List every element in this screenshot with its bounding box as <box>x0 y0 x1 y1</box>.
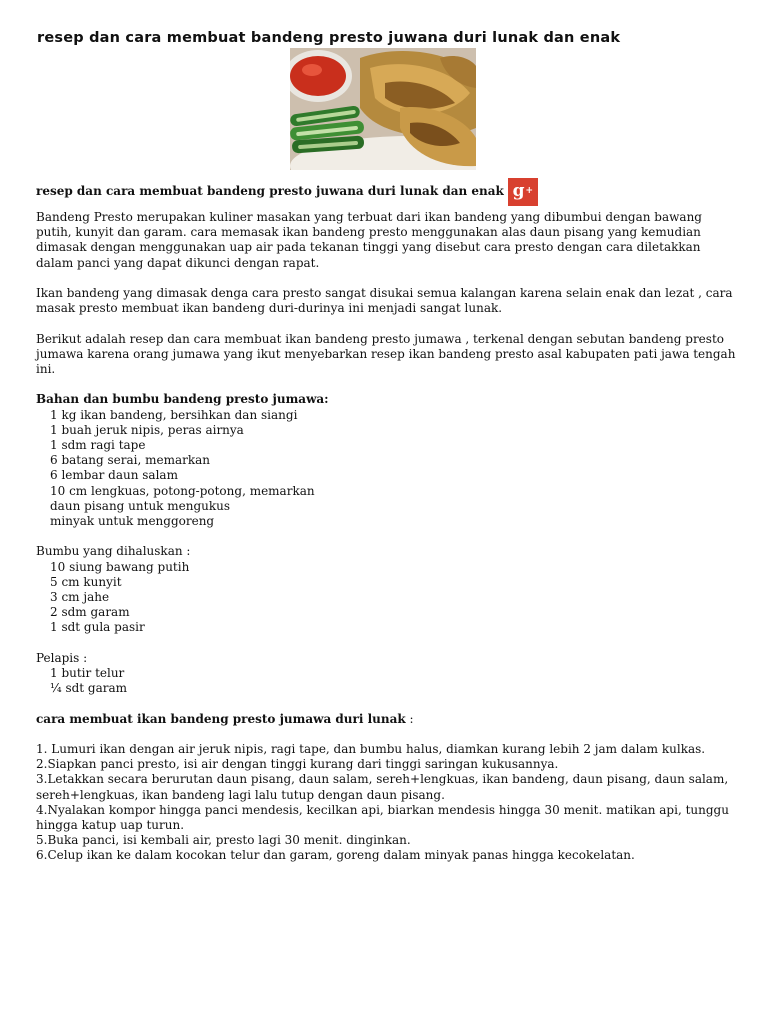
list-item: ¼ sdt garam <box>50 681 128 696</box>
google-plus-share-button[interactable] <box>508 178 538 206</box>
list-item: 1 sdt gula pasir <box>50 620 145 635</box>
intro-paragraph-1: Bandeng Presto merupakan kuliner masakan yang terbuat dari ikan bandeng yang dibumbui dengan bawang putih, kunyit dan garam. cara memasak ikan bandeng presto menggunakan alas daun pisang yang kemudian dimasak dengan menggunakan uap air pada tekanan tinggi yang disebut cara presto dengan cara diletakkan dalam panci yang dapat dikunci dengan rapat. <box>36 210 702 270</box>
spices-list <box>36 560 736 636</box>
method-step: 4.Nyalakan kompor hingga panci mendesis, kecilkan api, biarkan mendesis hingga 30 menit. matikan api, tunggu hingga katup uap turun. <box>36 802 729 833</box>
article-body <box>36 178 736 864</box>
spices-heading: Bumbu yang dihaluskan : <box>36 544 191 559</box>
list-item: minyak untuk menggoreng <box>50 514 215 529</box>
article-subtitle <box>36 178 736 206</box>
list-item: 6 lembar daun salam <box>50 468 178 483</box>
list-item: 2 sdm garam <box>50 605 130 620</box>
list-item: 5 cm kunyit <box>50 574 122 589</box>
coating-heading: Pelapis : <box>36 650 88 665</box>
fried-milkfish-illustration <box>290 48 476 170</box>
method-step: 2.Siapkan panci presto, isi air dengan tinggi kurang dari tinggi saringan kukusannya. <box>36 757 559 772</box>
list-item: 1 kg ikan bandeng, bersihkan dan siangi <box>50 407 298 422</box>
page-title: resep dan cara membuat bandeng presto juwana duri lunak dan enak <box>37 30 621 46</box>
list-item: 1 buah jeruk nipis, peras airnya <box>50 422 244 437</box>
list-item: 1 butir telur <box>50 666 125 681</box>
intro-paragraph-2: Ikan bandeng yang dimasak denga cara presto sangat disukai semua kalangan karena selain enak dan lezat , cara masak presto membuat ikan bandeng duri-durinya ini menjadi sangat lunak. <box>36 286 733 316</box>
list-item: 10 cm lengkuas, potong-potong, memarkan <box>50 483 315 498</box>
google-plus-icon: g <box>512 181 525 202</box>
list-item: 1 sdm ragi tape <box>50 438 146 452</box>
list-item: daun pisang untuk mengukus <box>50 498 231 513</box>
method-step: 3.Letakkan secara berurutan daun pisang, daun salam, sereh+lengkuas, ikan bandeng, daun pisang, daun salam, sereh+lengkuas, ikan bandeng lagi lalu tutup dengan daun pisang. <box>36 772 729 802</box>
method-step: 1. Lumuri ikan dengan air jeruk nipis, ragi tape, dan bumbu halus, diamkan kurang lebih 2 jam dalam kulkas. <box>36 742 706 756</box>
google-plus-icon-sup: + <box>525 186 534 197</box>
method-steps <box>36 742 736 864</box>
list-item: 6 batang serai, memarkan <box>50 453 211 468</box>
list-item: 10 siung bawang putih <box>50 559 190 574</box>
fried-milkfish-photo <box>290 48 476 170</box>
coating-list <box>36 666 736 696</box>
intro-paragraph-3: Berikut adalah resep dan cara membuat ikan bandeng presto jumawa , terkenal dengan sebutan bandeng presto jumawa karena orang jumawa yang ikut menyebarkan resep ikan bandeng presto asal kabupaten pati jawa tengah ini. <box>36 331 736 376</box>
method-step: 5.Buka panci, isi kembali air, presto lagi 30 menit. dinginkan. <box>36 833 411 848</box>
article-subtitle-text: resep dan cara membuat bandeng presto juwana duri lunak dan enak <box>36 184 504 199</box>
method-heading: cara membuat ikan bandeng presto jumawa duri lunak : <box>36 711 414 726</box>
ingredients-list <box>36 408 736 530</box>
list-item: 3 cm jahe <box>50 590 110 605</box>
method-step: 6.Celup ikan ke dalam kocokan telur dan garam, goreng dalam minyak panas hingga kecokelatan. <box>36 848 635 863</box>
ingredients-heading: Bahan dan bumbu bandeng presto jumawa: <box>36 392 329 407</box>
